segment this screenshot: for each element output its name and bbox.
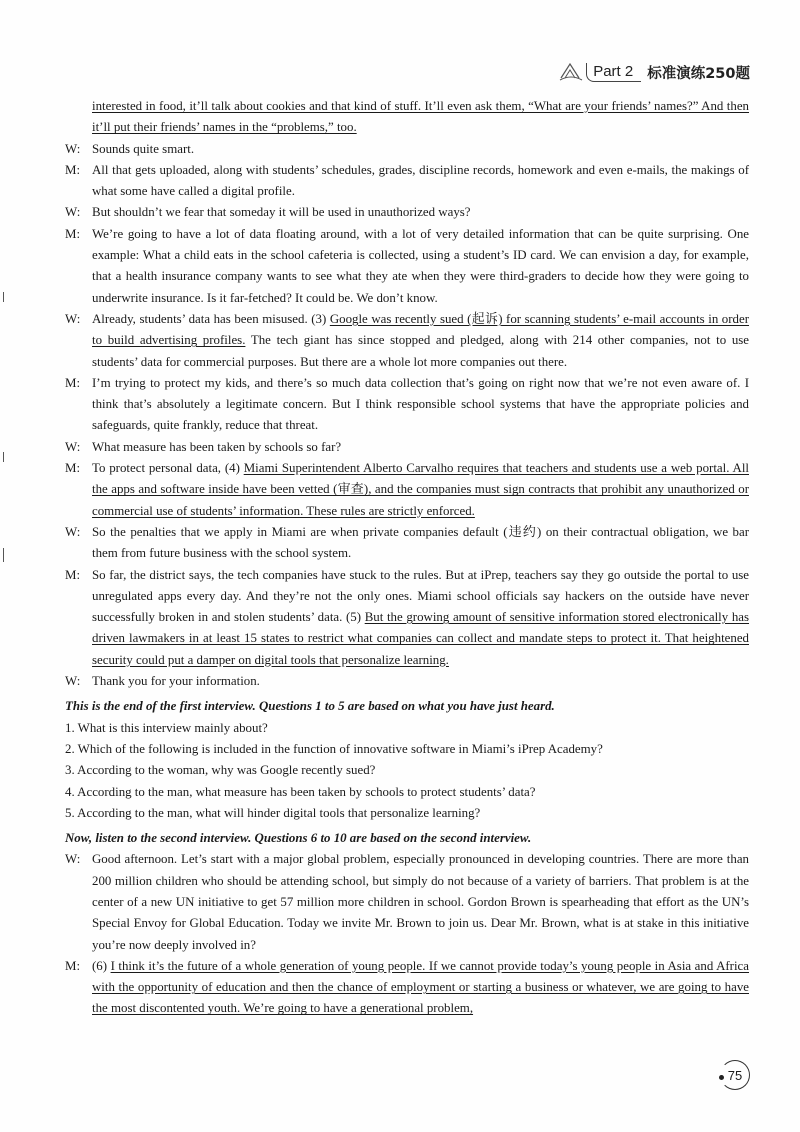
question-item: 3. According to the woman, why was Google recently sued? [65,763,376,778]
line-text [92,160,749,203]
page-header [558,58,750,86]
dialog-line [65,373,749,437]
speaker-label: W: [65,674,81,689]
dialog-line [65,849,749,955]
transcript-body [65,96,749,1020]
speaker-label: W: [65,439,81,454]
question-item: 5. According to the man, what will hinder digital tools that personalize learning? [65,805,481,820]
dialog-line [65,956,749,1020]
underlined-answer: I think it’s the future of a whole generation of young people. If we cannot provide today’s young people in Asia and Africa with the opportunity of education and then the chance of employment or starting a business or whatever, we are going to have the most discontented youth. We’re going to have a generational problem, [92,958,749,1016]
line-text [92,224,749,309]
speaker-label: W: [65,524,81,539]
underlined-answer: interested in food, it’ll talk about cookies and that kind of stuff. It’ll even ask them, “What are your friends’ names?” And then it’ll put their friends’ names in the “problems,” too. [92,99,749,135]
text-segment: So the penalties that we apply in Miami are when private companies default (违约) on their contractual obligation, we bar them from future business with the school system. [92,524,749,561]
underlined-answer: But the growing amount of sensitive information stored electronically has driven lawmakers in at least 15 states to restrict what companies can collect and mandate steps to protect it. That heightened security could put a damper on digital tools that personalize learning. [92,610,750,667]
text-segment: We’re going to have a lot of data floating around, with a lot of very detailed information that can be quite surprising. One example: What a child eats in the school cafeteria is collected, using a student’s ID card. We can envision a day, for example, that a health insurance company wants to see what they ate when they were third-graders to decide how they were going to underwrite insurance. Is it far-fetched? It could be. We don’t know. [92,226,749,305]
question-list [65,718,749,824]
line-text [92,956,749,1020]
underlined-answer: Google was recently sued (起诉) for scanning students’ e-mail accounts in order to build advertising profiles. [92,311,750,348]
margin-tick [3,292,4,302]
text-segment: All that gets uploaded, along with students’ schedules, grades, discipline records, homework and even e-mails, the makings of what some have called a digital profile. [92,162,749,199]
dialog-line [65,160,749,203]
text-segment: Sounds quite smart. [92,141,195,156]
question-item: 4. According to the man, what measure has been taken by schools to protect students’ data? [65,784,536,799]
instruction-second: Now, listen to the second interview. Questions 6 to 10 are based on the second interview. [65,831,532,846]
line-text [92,373,749,437]
line-text [92,309,749,373]
margin-tick [3,452,4,462]
text-segment: To protect personal data, (4) [92,461,244,476]
line-text [92,671,749,692]
book-logo-icon [558,60,584,84]
dialog-first-interview [65,96,749,692]
part-label: Part 2 [586,63,641,82]
dialog-line [92,96,749,139]
dialog-line [65,224,749,309]
speaker-label: M: [65,567,81,582]
line-text [92,458,749,522]
speaker-label: W: [65,205,81,220]
speaker-label: M: [65,461,81,476]
dialog-line [65,565,749,671]
text-segment: Already, students’ data has been misused. (3) [92,311,330,326]
series-title: 标准演练250题 [647,65,750,82]
speaker-label: M: [65,375,81,390]
dialog-line [65,458,749,522]
speaker-label: M: [65,226,81,241]
line-text [92,437,749,458]
line-text [92,202,749,223]
instruction-first: This is the end of the first interview. Questions 1 to 5 are based on what you have just heard. [65,699,555,714]
underlined-answer: Miami Superintendent Alberto Carvalho requires that teachers and students use a web portal. All the apps and software inside have been vetted (审查), and the companies must sign contracts that prohibit any unauthorized or commercial use of students’ information. These rules are strictly enforced. [92,461,749,518]
line-text [92,565,749,671]
line-text [92,99,749,134]
page-number: 75 [720,1060,750,1090]
text-segment: Good afternoon. Let’s start with a major global problem, especially pronounced in developing countries. There are more than 200 million children who should be attending school, but simply do not because of a variety of barriers. That problem is at the center of a new UN initiative to get 57 million more children in school. Gordon Brown is spearheading that effort as the UN’s Special Envoy for Global Education. Today we invite Mr. Brown to join us. Dear Mr. Brown, what is at stake in this initiative you’re now deeply involved in? [92,852,749,952]
margin-tick [3,548,4,562]
text-segment: I’m trying to protect my kids, and there’s so much data collection that’s going on right now that we’re not even aware of. I think that’s absolutely a legitimate concern. But I think responsible school systems that have the appropriate policies and safeguards, quite frankly, reduce that threat. [92,375,749,433]
dialog-line [65,522,749,565]
line-text [92,139,749,160]
dialog-line [65,671,749,692]
question-item: 1. What is this interview mainly about? [65,720,268,735]
text-segment: (6) [92,958,111,973]
line-text [92,522,749,565]
speaker-label: M: [65,958,81,973]
text-segment: What measure has been taken by schools so far? [92,439,342,454]
dialog-second-interview [65,849,749,1019]
dialog-line [65,139,749,160]
text-segment: But shouldn’t we fear that someday it will be used in unauthorized ways? [92,205,471,220]
line-text [92,849,749,955]
dialog-line [65,437,749,458]
dialog-line [65,309,749,373]
speaker-label: W: [65,141,81,156]
dialog-line [65,202,749,223]
text-segment: The tech giant has since stopped and pledged, along with 214 other companies, not to use students’ data for commercial purposes. But there are a whole lot more companies out there. [92,333,750,369]
question-item: 2. Which of the following is included in the function of innovative software in Miami’s iPrep Academy? [65,741,603,756]
text-segment: Thank you for your information. [92,674,260,689]
speaker-label: M: [65,162,81,177]
speaker-label: W: [65,852,81,867]
speaker-label: W: [65,311,81,326]
text-segment: So far, the district says, the tech companies have stuck to the rules. But at iPrep, teachers say they go outside the portal to use unregulated apps every day. And they’re not the only ones. Miami school officials say hackers on the outside have never successfully broken in and stolen students’ data. (5) [92,567,749,625]
